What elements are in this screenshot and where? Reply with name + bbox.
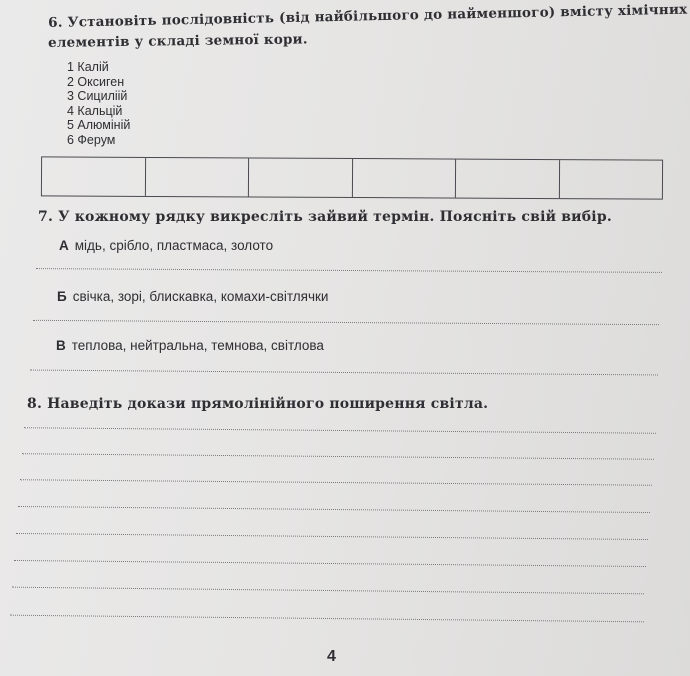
answer-line[interactable]: [36, 268, 662, 273]
option-letter: В: [56, 338, 66, 353]
q6-element-list: [67, 60, 130, 148]
option-text: мідь, срібло, пластмаса, золото: [74, 238, 274, 253]
answer-line[interactable]: [12, 587, 644, 595]
q7-option-a: [59, 238, 273, 253]
list-item: 4 Кальцій: [67, 103, 123, 118]
list-item: 2 Оксиген: [67, 74, 125, 89]
answer-line[interactable]: [22, 453, 654, 460]
answer-line[interactable]: [20, 479, 652, 486]
answer-cell[interactable]: [559, 160, 662, 199]
list-item: 6 Ферум: [67, 132, 116, 147]
list-item: 1 Калій: [67, 60, 109, 74]
list-item: 3 Сициліій: [67, 89, 128, 104]
q6-answer-table: [41, 156, 663, 199]
answer-line[interactable]: [30, 370, 658, 376]
answer-cell[interactable]: [456, 160, 560, 199]
answer-cell[interactable]: [249, 158, 353, 197]
answer-line[interactable]: [24, 427, 656, 434]
option-text: свічка, зорі, блискавка, комахи-світлячки: [72, 289, 329, 304]
answer-cell[interactable]: [352, 159, 456, 198]
answer-line[interactable]: [33, 320, 659, 325]
answer-line[interactable]: [16, 533, 648, 540]
list-item: 5 Алюміній: [67, 118, 131, 133]
option-letter: Б: [57, 289, 67, 304]
answer-cell[interactable]: [42, 157, 146, 196]
answer-line[interactable]: [10, 615, 644, 623]
q6-title-line1: 6. Установіть послідовність (від найбільшого до найменшого) вмісту хімічних: [48, 1, 688, 31]
q8-title: 8. Наведіть докази прямолінійного поширення світла.: [27, 396, 489, 412]
answer-line[interactable]: [14, 560, 646, 567]
option-text: теплова, нейтральна, темнова, світлова: [71, 338, 324, 353]
page-number: 4: [327, 648, 336, 665]
answer-line[interactable]: [18, 506, 650, 513]
answer-cell[interactable]: [145, 158, 249, 197]
q6-title-line2: елементів у складі земної кори.: [48, 31, 308, 51]
q7-option-c: [56, 338, 324, 353]
q7-option-b: [57, 289, 328, 304]
option-letter: А: [59, 238, 69, 253]
q7-title: 7. У кожному рядку викресліть зайвий термін. Поясніть свій вибір.: [38, 209, 612, 225]
